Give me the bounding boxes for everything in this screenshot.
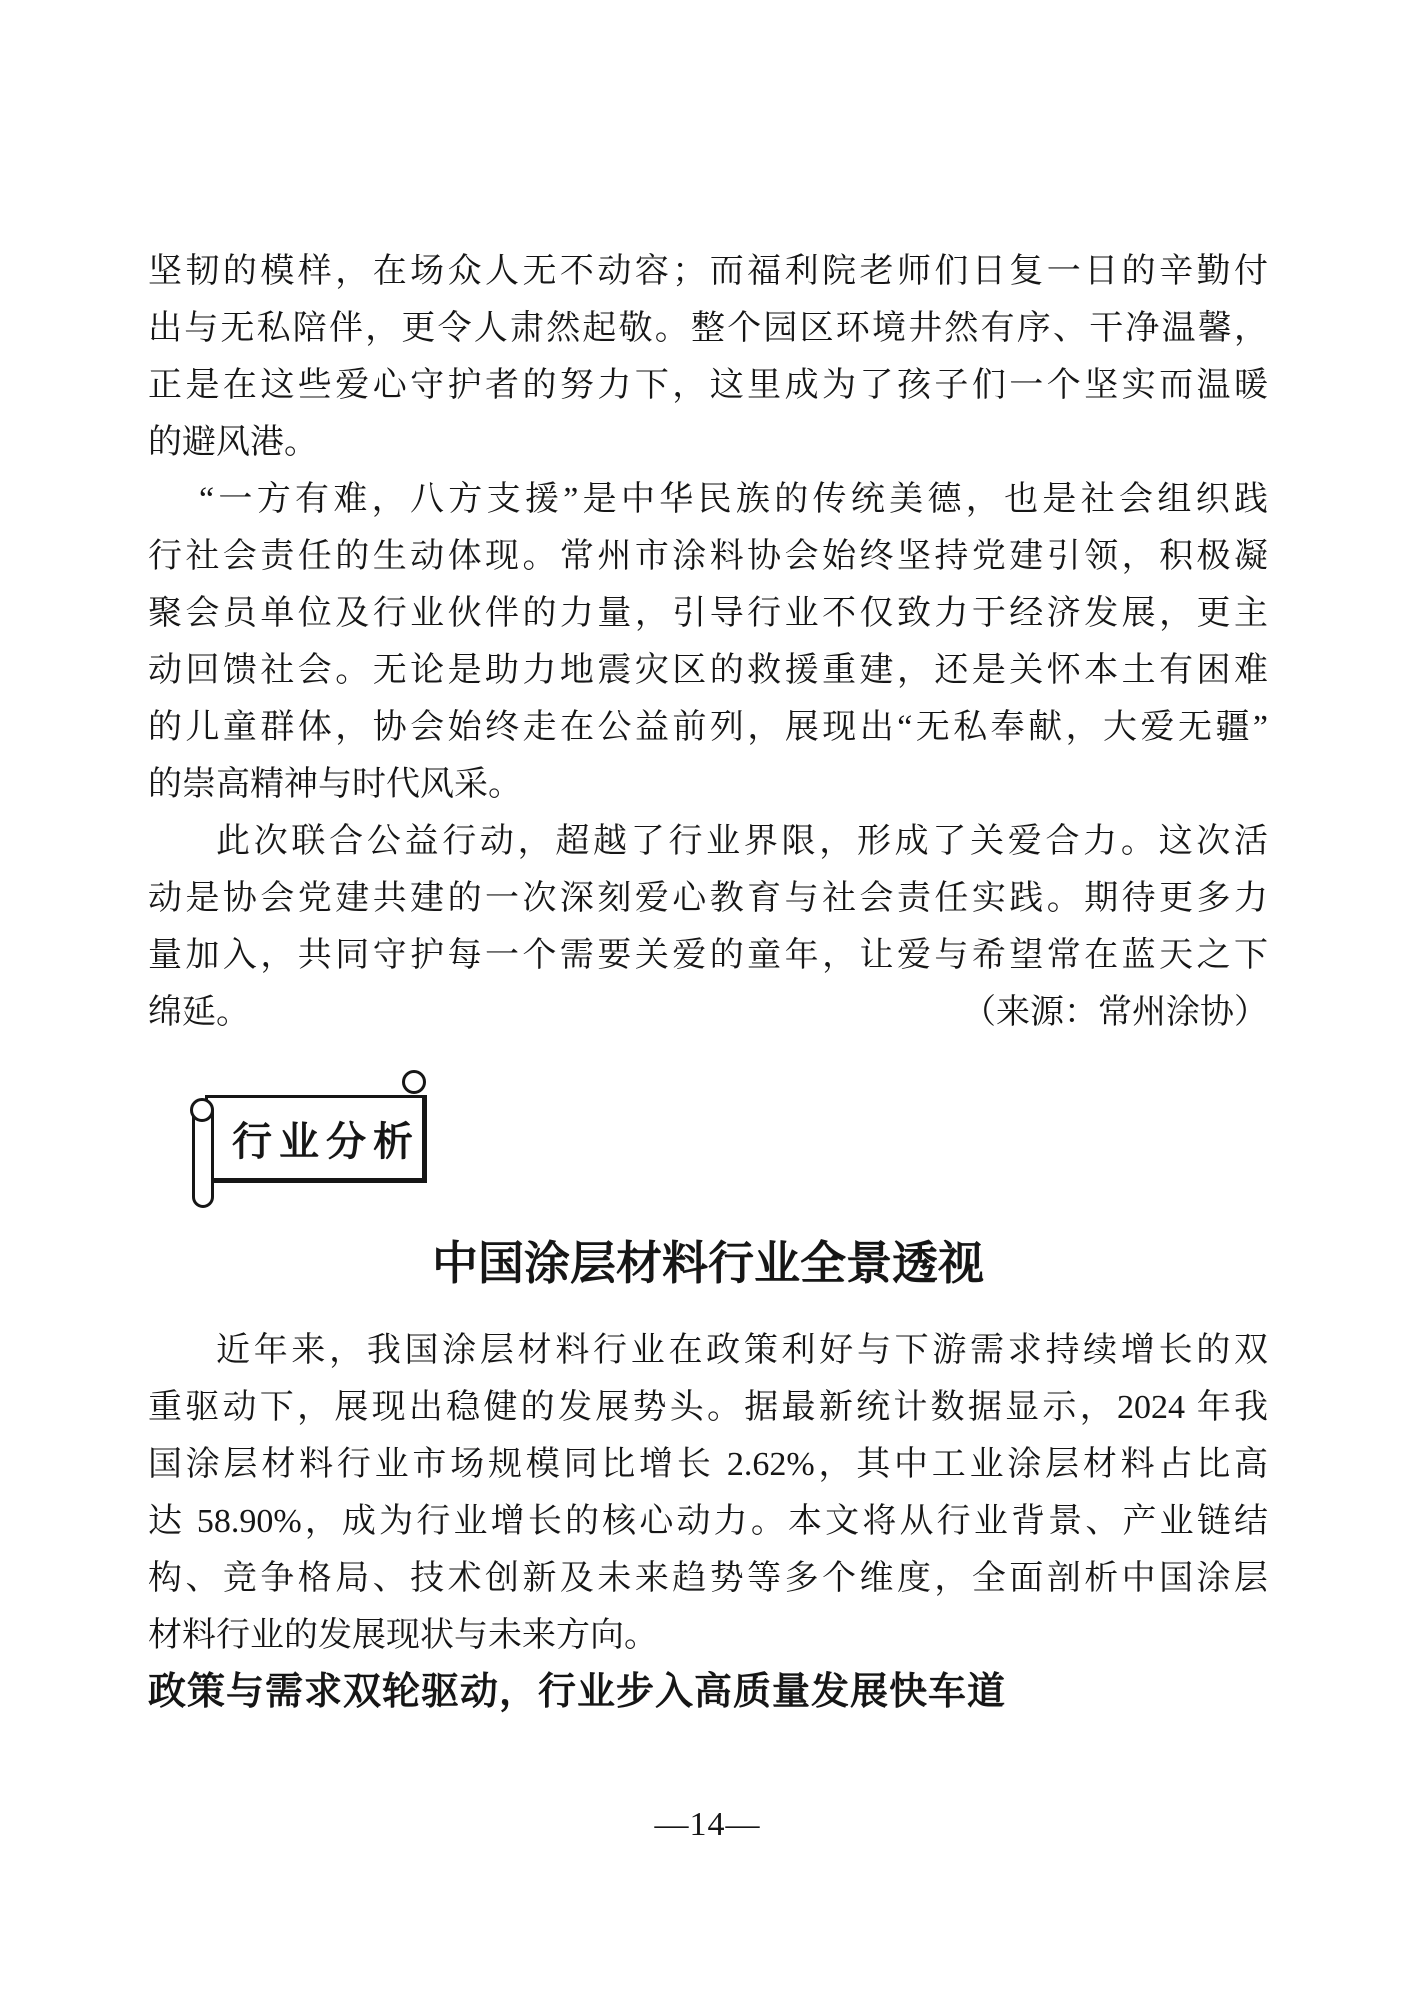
scroll-curl-icon (402, 1070, 426, 1094)
paragraph-end: 绵延。 (148, 994, 250, 1031)
text-line: 正是在这些爱心守护者的努力下，这里成为了孩子们一个坚实而温暖 (148, 367, 1268, 404)
text-line: 行社会责任的生动体现。常州市涂料协会始终坚持党建引领，积极凝 (148, 538, 1268, 575)
page-number: —14— (654, 1806, 761, 1843)
text-line: 坚韧的模样，在场众人无不动容；而福利院老师们日复一日的辛勤付 (148, 253, 1268, 290)
text-line: 出与无私陪伴，更令人肃然起敬。整个园区环境井然有序、干净温馨， (148, 310, 1268, 347)
text-line: 量加入，共同守护每一个需要关爱的童年，让爱与希望常在蓝天之下 (148, 937, 1268, 974)
text-line: 的崇高精神与时代风采。 (148, 766, 522, 803)
text-line (148, 984, 1268, 1041)
text-line: 构、竞争格局、技术创新及未来趋势等多个维度，全面剖析中国涂层 (148, 1560, 1268, 1597)
text-line: 动是协会党建共建的一次深刻爱心教育与社会责任实践。期待更多力 (148, 880, 1268, 917)
section-subhead: 政策与需求双轮驱动，行业步入高质量发展快车道 (148, 1671, 1007, 1713)
charity-article-body (148, 243, 1268, 1041)
text-line: 近年来，我国涂层材料行业在政策利好与下游需求持续增长的双 (216, 1332, 1268, 1369)
text-line: 此次联合公益行动，超越了行业界限，形成了关爱合力。这次活 (216, 823, 1268, 860)
industry-article-body (148, 1322, 1268, 1721)
section-banner-label: 行业分析 (232, 1119, 420, 1164)
section-banner (205, 1095, 427, 1183)
article-title: 中国涂层材料行业全景透视 (432, 1238, 984, 1289)
text-line: “一方有难，八方支援”是中华民族的传统美德，也是社会组织践 (199, 481, 1268, 518)
scroll-roll-curl-icon (190, 1098, 214, 1122)
text-line: 达 58.90%，成为行业增长的核心动力。本文将从行业背景、产业链结 (148, 1503, 1268, 1540)
text-line: 动回馈社会。无论是助力地震灾区的救援重建，还是关怀本土有困难 (148, 652, 1268, 689)
text-line: 的儿童群体，协会始终走在公益前列，展现出“无私奉献，大爱无疆” (148, 709, 1268, 746)
text-line: 重驱动下，展现出稳健的发展势头。据最新统计数据显示，2024 年我 (148, 1389, 1268, 1426)
text-line: 国涂层材料行业市场规模同比增长 2.62%，其中工业涂层材料占比高 (148, 1446, 1268, 1483)
text-line: 的避风港。 (148, 424, 318, 461)
text-line: 材料行业的发展现状与未来方向。 (148, 1617, 658, 1654)
text-line: 聚会员单位及行业伙伴的力量，引导行业不仅致力于经济发展，更主 (148, 595, 1268, 632)
source-attribution: （来源：常州涂协） (962, 994, 1268, 1031)
